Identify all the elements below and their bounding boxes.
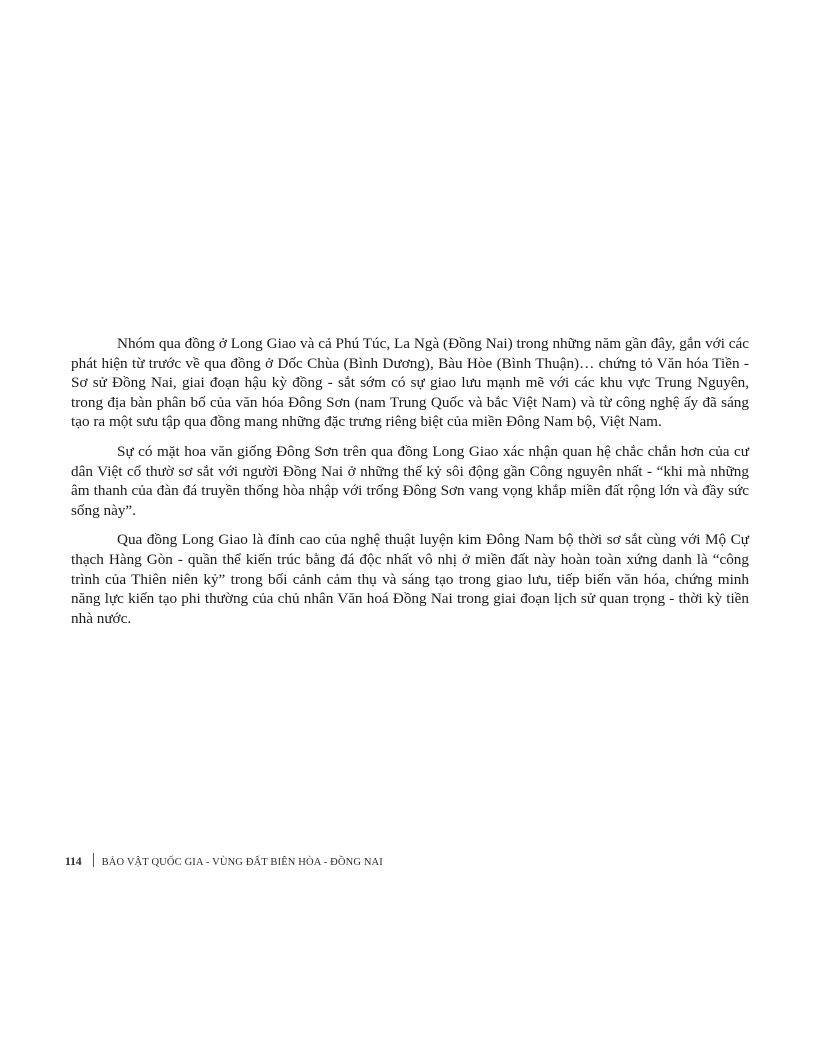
body-paragraph-1: Nhóm qua đồng ở Long Giao và cả Phú Túc, La Ngà (Đồng Nai) trong những năm gần đây, gắn với các phát hiện từ trước về qua đồng ở Dốc Chùa (Bình Dương), Bàu Hòe (Bình Thuận)… chứng tỏ Văn hóa Tiền - Sơ sử Đồng Nai, giai đoạn hậu kỳ đồng - sắt sớm có sự giao lưu mạnh mẽ với các khu vực Trung Nguyên, trong địa bàn phân bố của văn hóa Đông Sơn (nam Trung Quốc và bắc Việt Nam) và từ công nghệ ấy đã sáng tạo ra một sưu tập qua đồng mang những đặc trưng riêng biệt của miền Đông Nam bộ, Việt Nam. (71, 335, 749, 431)
page-footer (65, 853, 383, 870)
body-paragraph-2: Sự có mặt hoa văn giống Đông Sơn trên qua đồng Long Giao xác nhận quan hệ chắc chắn hơn của cư dân Việt cổ thườ sơ sắt với người Đồng Nai ở những thế kỷ sôi động gần Công nguyên nhất - “khi mà những âm thanh của đàn đá truyền thống hòa nhập với trống Đông Sơn vang vọng khắp miền đất rộng lớn và đầy sức sống này”. (71, 442, 749, 519)
page-number: 114 (65, 856, 82, 868)
page-body (71, 334, 749, 638)
running-title: BẢO VẬT QUỐC GIA - VÙNG ĐẤT BIÊN HÒA - ĐỒNG NAI (101, 857, 383, 868)
body-paragraph-3: Qua đồng Long Giao là đỉnh cao của nghệ thuật luyện kim Đông Nam bộ thời sơ sắt cùng với Mộ Cự thạch Hàng Gòn - quần thể kiến trúc bằng đá độc nhất vô nhị ở miền đất này hoàn toàn xứng danh là “công trình của Thiên niên kỷ” trong bối cảnh cảm thụ và sáng tạo trong giao lưu, tiếp biến văn hóa, chứng minh năng lực kiến tạo phi thường của chủ nhân Văn hoá Đồng Nai trong giai đoạn lịch sử quan trọng - thời kỳ tiền nhà nước. (71, 531, 749, 627)
footer-separator (93, 853, 94, 867)
